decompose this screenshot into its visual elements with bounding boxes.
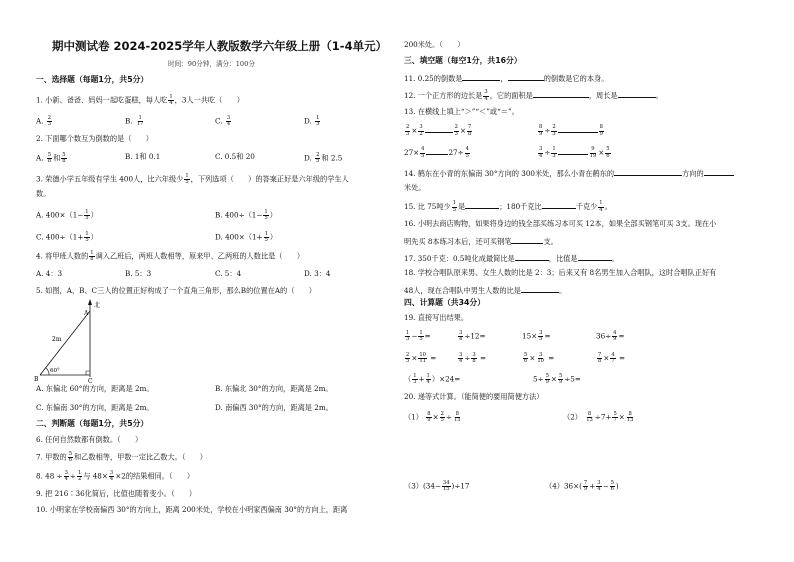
angle-label: 60°	[50, 368, 60, 374]
question-16-cont: 明先买 8本练习本后，还可买钢笔 支。	[404, 237, 558, 246]
triangle-side-ab	[40, 311, 90, 375]
question-15: 15. 比 75吨少 $\frac{1}{5}$ 是 ；180千克比 千克少 $\frac{1}{4}$ 。	[404, 200, 612, 213]
q3-option-c[interactable]: C. 400÷（1+ $\frac{1}{5}$ ）	[36, 231, 98, 244]
point-b-label: B	[34, 376, 39, 383]
q2-option-b[interactable]: B. 1和 0.1	[125, 152, 161, 161]
question-7: 7. 甲数的 $\frac{5}{6}$ 和乙数相等，甲数一定比乙数大。（ ）	[36, 451, 207, 464]
calc-6: $\frac{3}{4}$ ÷ $\frac{3}{8}$ =	[459, 352, 486, 365]
q14-blank-2[interactable]	[704, 168, 734, 176]
question-19: 19. 直接写出结果。	[404, 313, 469, 322]
calc-2: $\frac{3}{4}$ ÷12=	[459, 330, 486, 343]
question-10: 10. 小明家在学校南偏西 30°的方向上，距离 200米处，学校在小明家西偏南 30°的方向上，距离	[36, 505, 348, 514]
q3-option-a[interactable]: A. 400×（1− $\frac{1}{5}$ ）	[36, 209, 98, 222]
triangle-figure	[30, 297, 110, 383]
expr-4: （4）36×( $\frac{7}{9}$ + $\frac{3}{4}$ − $\frac{5}{6}$ )	[545, 480, 619, 493]
question-9: 9. 把 216∶36化简后，比值也随着变小。（ ）	[36, 489, 197, 498]
expr-2: （2） $\frac{8}{13}$ ÷7+ $\frac{5}{7}$ × $\frac{8}{13}$	[563, 411, 634, 424]
question-18: 18. 学校合唱队原来男、女生人数的比是 2：3；后来又有 8名男生加入合唱队，这时合唱队正好有	[404, 268, 717, 277]
q2-option-a[interactable]: A. $\frac{5}{8}$ 和 $\frac{5}{8}$	[36, 152, 66, 165]
question-1: 1. 小新、爸爸、妈妈一起吃蛋糕，每人吃 $\frac{1}{4}$ ，3人一共吃（ ）	[36, 94, 244, 107]
right-angle-mark	[86, 371, 90, 375]
q3-option-b[interactable]: B. 400÷（1− $\frac{1}{5}$ ）	[215, 209, 277, 222]
section-fill: 三、填空题（每空1分，共16分）	[404, 56, 522, 65]
north-arrow-icon	[88, 299, 92, 305]
question-6: 6. 任何自然数都有倒数。（ ）	[36, 435, 143, 444]
section-calc: 四、计算题（共34分）	[404, 298, 486, 307]
expr-3: （3）(34− $\frac{34}{15}$ )÷17	[404, 480, 470, 493]
q5-option-a[interactable]: A. 东偏北 60°的方向，距离是 2m。	[36, 384, 154, 393]
q13-item-3: 27× $\frac{4}{5}$ 27÷ $\frac{4}{5}$	[404, 146, 469, 159]
point-c-label: C	[88, 378, 93, 383]
q12-blank-2[interactable]	[618, 90, 656, 98]
q15-blank-1[interactable]	[465, 201, 499, 209]
q15-blank-2[interactable]	[542, 201, 576, 209]
calc-7: $\frac{5}{6}$ × $\frac{3}{10}$ =	[524, 352, 555, 365]
q17-blank-1[interactable]	[515, 253, 549, 261]
q16-blank[interactable]	[511, 236, 543, 244]
q1-option-b[interactable]: B. $\frac{1}{17}$	[125, 115, 144, 128]
calc-9: （ $\frac{1}{3}$ + $\frac{1}{4}$ ）×24=	[404, 373, 461, 386]
question-11: 11. 0.25的倒数是 ， 的倒数是它的本身。	[404, 74, 609, 83]
expr-1: （1） $\frac{8}{9}$ × $\frac{2}{5}$ ÷ $\frac{8}{15}$	[404, 411, 461, 424]
q13-item-2: $\frac{8}{9}$ ÷ $\frac{2}{3}$ $\frac{8}{9}$	[539, 124, 603, 137]
calc-5: $\frac{2}{5}$ × $\frac{10}{11}$ =	[406, 352, 437, 365]
q18-blank[interactable]	[521, 285, 559, 293]
question-2: 2. 下面哪个数互为倒数的是（ ）	[36, 134, 153, 143]
q12-blank-1[interactable]	[533, 90, 589, 98]
calc-1: $\frac{1}{3}$ − $\frac{1}{5}$ =	[406, 330, 431, 343]
q17-blank-2[interactable]	[578, 253, 612, 261]
section-judge: 二、判断题（每题1分，共5分）	[36, 419, 149, 428]
point-a-label: A	[84, 310, 89, 317]
q13-item-4: $\frac{3}{4}$ ÷ $\frac{1}{3}$ $\frac{9}{19}$ × $\frac{5}{6}$	[539, 146, 610, 159]
question-12: 12. 一个正方形的边长是 $\frac{3}{4}$ ，它的面积是 ，周长是 。	[404, 89, 663, 102]
question-18-cont: 48人，现在合唱队中男生人数的比是 。	[404, 286, 567, 295]
q5-option-c[interactable]: C. 东偏南 30°的方向，距离是 2m。	[36, 403, 154, 412]
exam-info: 时间：90分钟，满分：100分	[168, 60, 255, 68]
question-13: 13. 在横线上填上“＞”“＜”或“＝”。	[404, 107, 519, 116]
question-8: 8. 48 ÷ $\frac{3}{4}$ ÷ $\frac{1}{2}$ 与 48× $\frac{3}{4}$ ×2的结果相同。（ ）	[36, 470, 195, 483]
question-16: 16. 小明去商店购物，如果将身边的钱全部买练习本可买 12本，如果全部买钢笔可买 3支。现在小	[404, 219, 717, 228]
q1-option-d[interactable]: D. $\frac{1}{3}$	[304, 115, 320, 128]
q1-option-c[interactable]: C. $\frac{3}{4}$	[215, 115, 231, 128]
q11-blank-2[interactable]	[508, 73, 544, 81]
q2-option-d[interactable]: D. $\frac{2}{5}$ 和 2.5	[304, 152, 343, 165]
angle-arc	[46, 368, 49, 375]
question-5: 5. 如图，A、B、C三人的位置正好构成了一个直角三角形，那么B的位置在A的（ ）	[36, 286, 316, 295]
question-17: 17. 350千克：0.5吨化成最简比是 ，比值是 。	[404, 254, 619, 263]
question-10-cont: 200米处。（ ）	[404, 40, 465, 49]
north-label: 北	[94, 302, 101, 309]
q3-option-d[interactable]: D. 400×（1+ $\frac{1}{5}$ ）	[215, 231, 278, 244]
calc-8: $\frac{7}{8}$ × $\frac{4}{7}$ =	[598, 352, 625, 365]
question-14-cont: 米处。	[404, 183, 426, 192]
page-title: 期中测试卷 2024-2025学年人教版数学六年级上册（1-4单元）	[52, 39, 388, 53]
q5-option-b[interactable]: B. 东偏北 30°的方向，距离是 2m。	[215, 384, 333, 393]
q4-option-b[interactable]: B. 5：3	[125, 269, 152, 278]
q4-option-d[interactable]: D. 3：4	[304, 269, 331, 278]
q2-option-c[interactable]: C. 0.5和 20	[215, 152, 255, 161]
q5-option-d[interactable]: D. 南偏西 30°的方向，距离是 2m。	[215, 403, 333, 412]
q4-option-c[interactable]: C. 5：4	[215, 269, 242, 278]
question-4: 4. 将甲班人数的 $\frac{1}{8}$ 调入乙班后，两班人数相等，原来甲、乙两班的人数比是（ ）	[36, 250, 305, 263]
calc-3: 15× $\frac{3}{5}$ =	[522, 330, 551, 343]
q1-option-a[interactable]: A. $\frac{2}{3}$	[36, 115, 52, 128]
calc-10: 5÷ $\frac{5}{9}$ × $\frac{5}{9}$ ÷5=	[533, 373, 581, 386]
q4-option-a[interactable]: A. 4：3	[36, 269, 63, 278]
side-length-label: 2m	[52, 336, 62, 343]
question-3-cont: 数。	[36, 189, 51, 198]
question-14: 14. 鹤东在小青的东偏南 30°方向的 300米处，那么小青在鹤东的 方向的	[404, 168, 734, 177]
question-20: 20. 递等式计算。（能简便的要用简便方法）	[404, 392, 544, 401]
calc-4: 36÷ $\frac{4}{9}$ =	[596, 330, 625, 343]
q14-blank-1[interactable]	[614, 168, 682, 176]
section-choice: 一、选择题（每题1分，共5分）	[36, 75, 149, 84]
question-3: 3. 荣德小学五年级有学生 400人，比六年级少 $\frac{1}{5}$ ，下列选项（ ）的答案正好是六年级的学生人	[36, 173, 349, 186]
q11-blank-1[interactable]	[462, 73, 500, 81]
q13-item-1: $\frac{2}{3}$ × $\frac{3}{2}$ $\frac{2}{3}$ × $\frac{7}{8}$	[406, 124, 472, 137]
